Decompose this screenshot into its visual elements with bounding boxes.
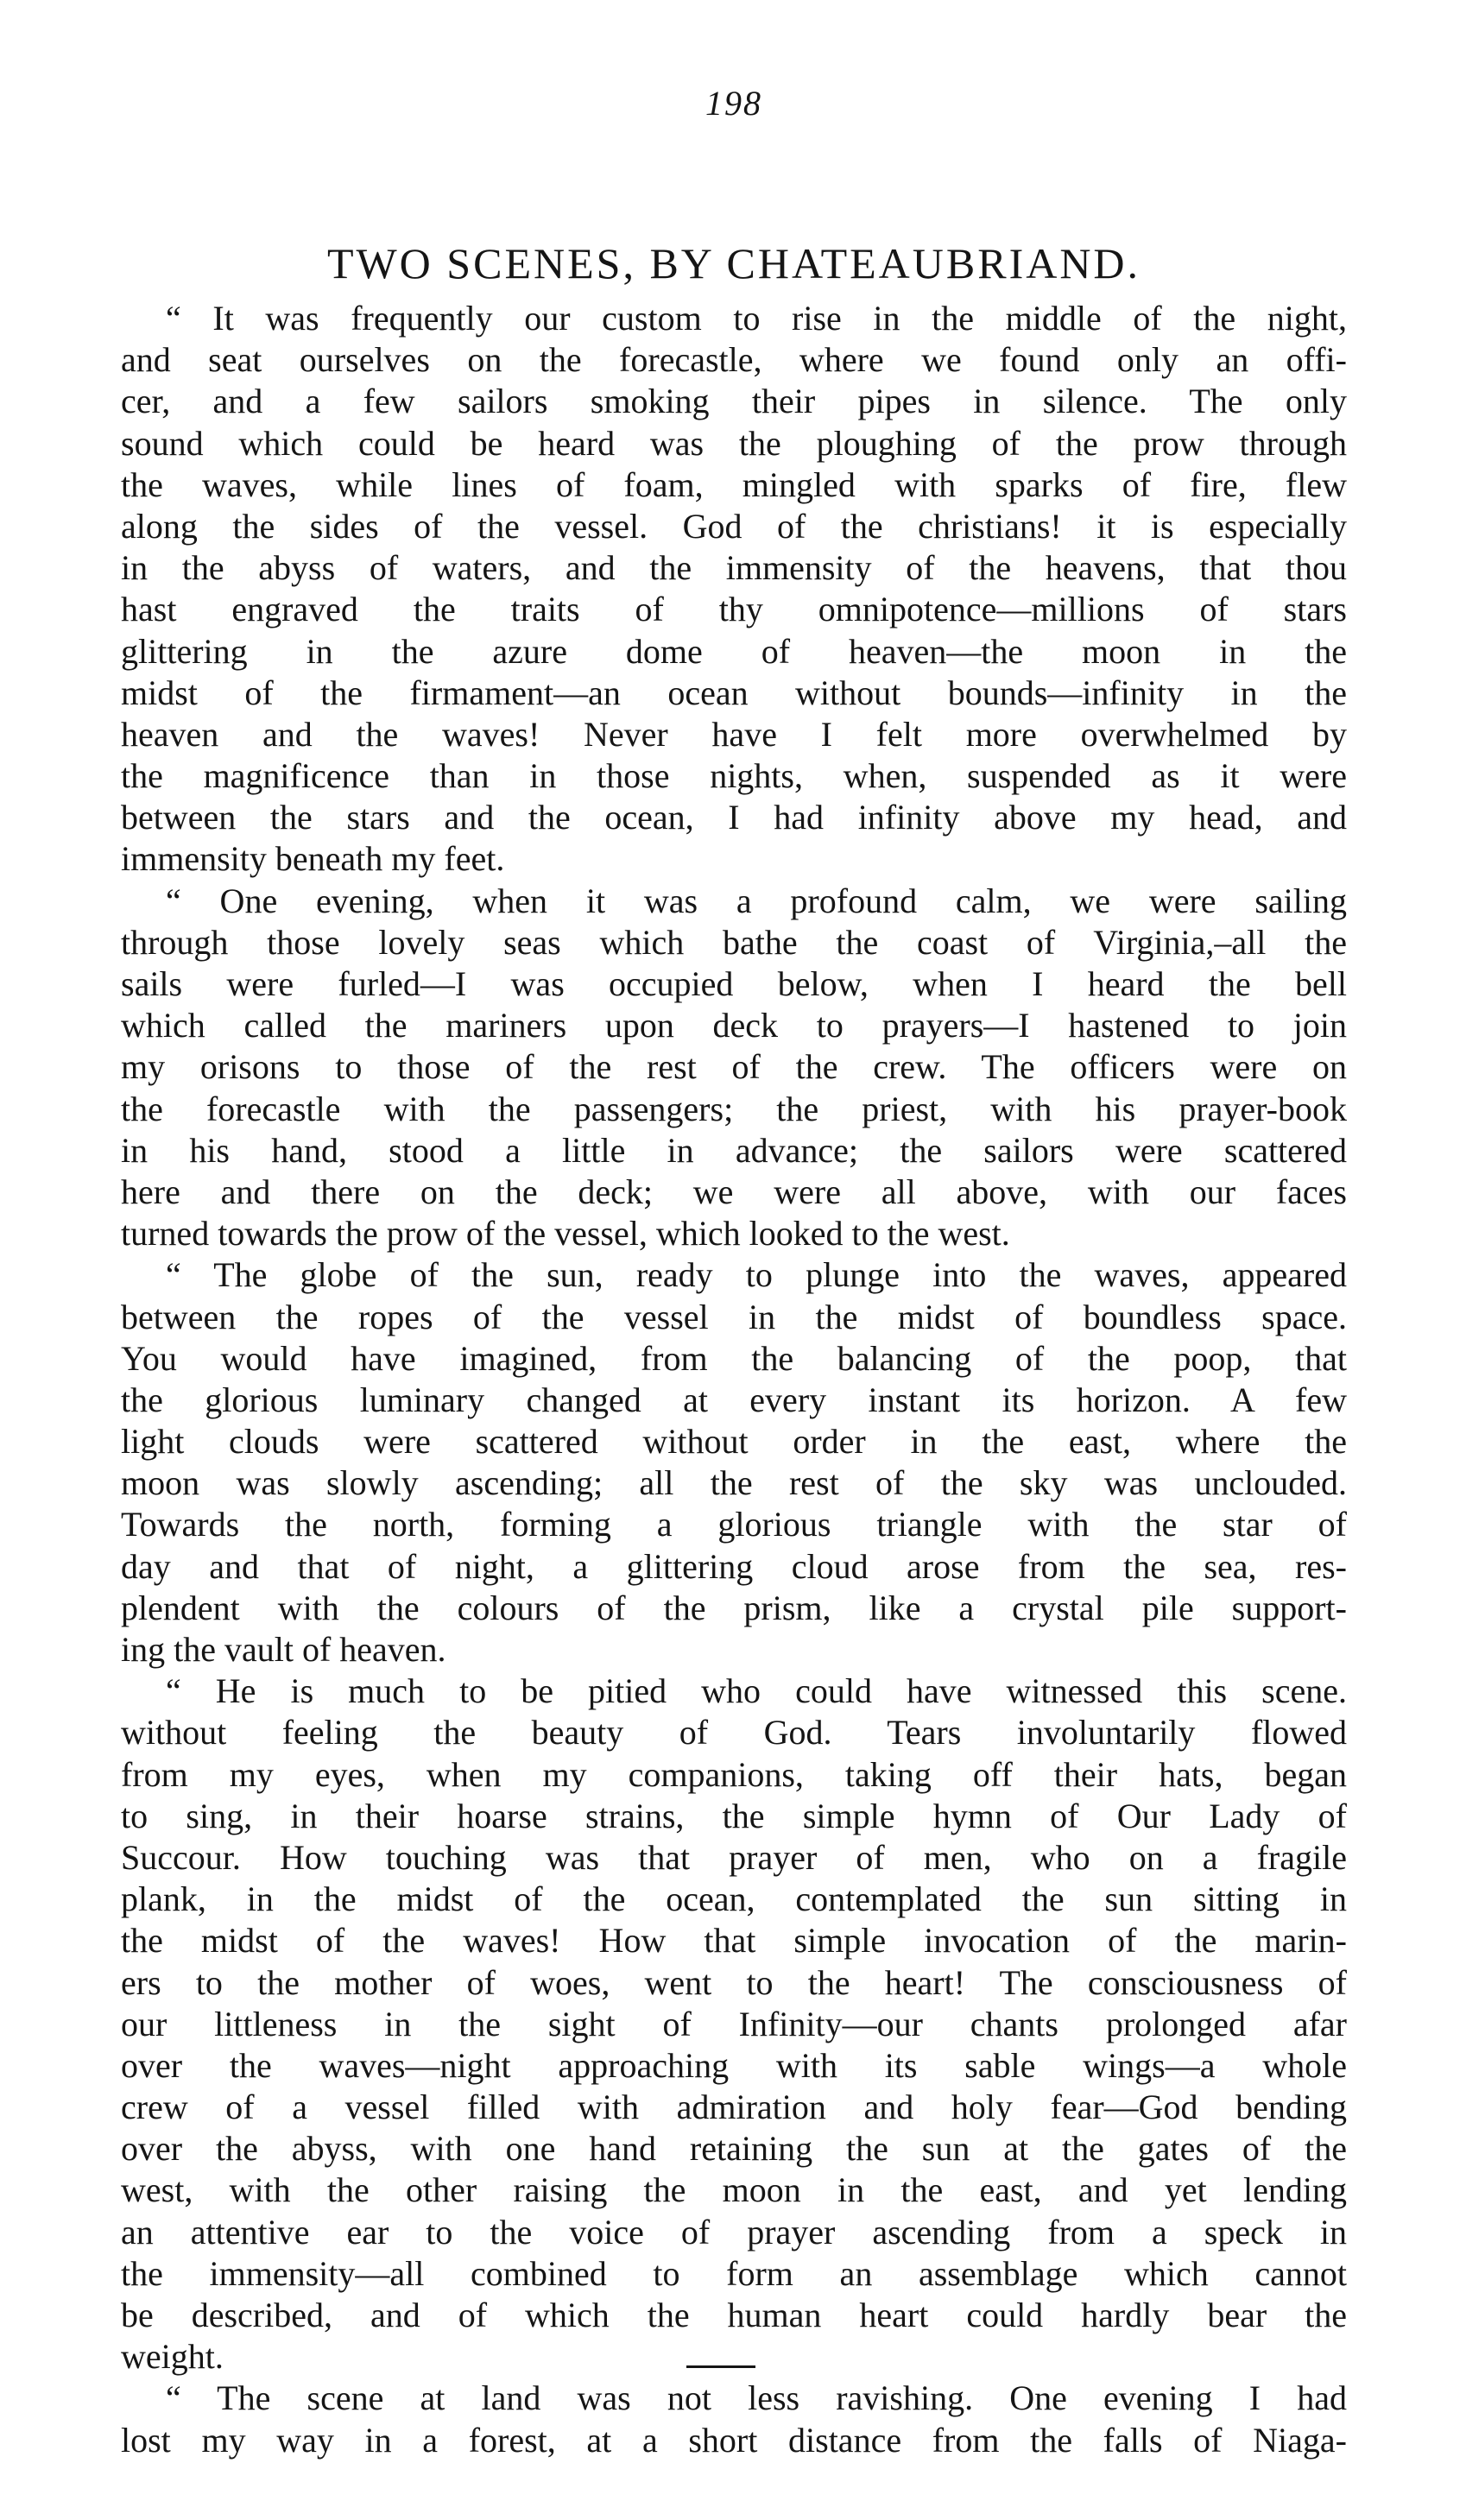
text-line: the forecastle with the passengers; the priest, with his prayer-book — [121, 1089, 1347, 1128]
text-line: over the waves—night approaching with its sable wings—a whole — [121, 2045, 1347, 2085]
paragraph — [121, 1671, 1347, 2378]
page-number: 198 — [705, 84, 762, 123]
text-line: which called the mariners upon deck to prayers—I hastened to join — [121, 1006, 1347, 1045]
paragraph — [121, 1254, 1347, 1671]
text-line: between the stars and the ocean, I had infinity above my head, and — [121, 798, 1347, 837]
text-line: my orisons to those of the rest of the crew. The officers were on — [121, 1047, 1347, 1087]
text-line: ers to the mother of woes, went to the heart! The consciousness of — [121, 1962, 1347, 2002]
text-line: “ He is much to be pitied who could have witnessed this scene. — [166, 1671, 1347, 1711]
text-line: through those lovely seas which bathe the coast of Virginia,–all the — [121, 922, 1347, 962]
text-line: day and that of night, a glittering cloud arose from the sea, res- — [121, 1546, 1347, 1586]
paragraph — [121, 881, 1347, 1255]
text-line: to sing, in their hoarse strains, the simple hymn of Our Lady of — [121, 1796, 1347, 1835]
text-line: hast engraved the traits of thy omnipotence—millions of stars — [121, 590, 1347, 629]
text-line: Towards the north, forming a glorious triangle with the star of — [121, 1505, 1347, 1544]
text-line: in his hand, stood a little in advance; the sailors were scattered — [121, 1130, 1347, 1170]
text-line: without feeling the beauty of God. Tears involuntarily flowed — [121, 1713, 1347, 1753]
text-line: the glorious luminary changed at every instant its horizon. A few — [121, 1380, 1347, 1419]
text-line: plank, in the midst of the ocean, contemplated the sun sitting in — [121, 1879, 1347, 1919]
text-line: Succour. How touching was that prayer of men, who on a fragile — [121, 1837, 1347, 1877]
paragraph — [121, 2378, 1347, 2460]
text-line: immensity beneath my feet. — [121, 839, 505, 879]
text-line: ing the vault of heaven. — [121, 1630, 446, 1669]
text-line: You would have imagined, from the balancing of the poop, that — [121, 1338, 1347, 1378]
text-line: crew of a vessel filled with admiration and holy fear—God bending — [121, 2087, 1347, 2127]
text-line: the waves, while lines of foam, mingled with sparks of fire, flew — [121, 464, 1347, 504]
text-line: “ One evening, when it was a profound calm, we were sailing — [166, 881, 1347, 920]
text-line: turned towards the prow of the vessel, which looked to the west. — [121, 1214, 1010, 1254]
text-line: lost my way in a forest, at a short distance from the falls of Niaga- — [121, 2420, 1347, 2460]
text-line: plendent with the colours of the prism, like a crystal pile support- — [121, 1588, 1347, 1627]
text-line: the magnificence than in those nights, when, suspended as it were — [121, 756, 1347, 796]
text-line: over the abyss, with one hand retaining the sun at the gates of the — [121, 2129, 1347, 2169]
text-line: glittering in the azure dome of heaven—the moon in the — [121, 631, 1347, 671]
body-text — [121, 298, 1347, 2461]
text-line: be described, and of which the human heart could hardly bear the — [121, 2296, 1347, 2334]
document-page — [121, 69, 1347, 2486]
text-line: sound which could be heard was the ploughing of the prow through — [121, 423, 1347, 463]
text-line: west, with the other raising the moon in the east, and yet lending — [121, 2170, 1347, 2210]
paragraph — [121, 298, 1347, 881]
text-line: weight. — [121, 2337, 224, 2377]
text-line: between the ropes of the vessel in the midst of boundless space. — [121, 1297, 1347, 1336]
text-line: along the sides of the vessel. God of the christians! it is especially — [121, 506, 1347, 546]
text-line: moon was slowly ascending; all the rest of the sky was unclouded. — [121, 1463, 1347, 1503]
text-line: our littleness in the sight of Infinity—our chants prolonged afar — [121, 2004, 1347, 2043]
text-line: and seat ourselves on the forecastle, where we found only an offi- — [121, 340, 1347, 380]
text-line: “ The globe of the sun, ready to plunge into the waves, appeared — [166, 1255, 1347, 1295]
separator-row — [121, 2336, 1347, 2378]
text-line: cer, and a few sailors smoking their pipes in silence. The only — [121, 382, 1347, 421]
text-line: in the abyss of waters, and the immensity of the heavens, that thou — [121, 548, 1347, 588]
section-separator — [686, 2365, 755, 2368]
text-line: the midst of the waves! How that simple invocation of the marin- — [121, 1921, 1347, 1961]
text-line: heaven and the waves! Never have I felt more overwhelmed by — [121, 714, 1347, 754]
text-line: from my eyes, when my companions, taking off their hats, began — [121, 1754, 1347, 1794]
text-line: midst of the firmament—an ocean without bounds—infinity in the — [121, 673, 1347, 712]
text-line: “ It was frequently our custom to rise in the middle of the night, — [166, 299, 1347, 338]
text-line: light clouds were scattered without order in the east, where the — [121, 1422, 1347, 1462]
text-line: here and there on the deck; we were all above, with our faces — [121, 1172, 1347, 1211]
text-line: “ The scene at land was not less ravishing. One evening I had — [166, 2378, 1347, 2418]
text-line: an attentive ear to the voice of prayer ascending from a speck in — [121, 2212, 1347, 2252]
text-line: the immensity—all combined to form an assemblage which cannot — [121, 2253, 1347, 2293]
page-title: TWO SCENES, BY CHATEAUBRIAND. — [326, 239, 1141, 287]
text-line: sails were furled—I was occupied below, when I heard the bell — [121, 964, 1347, 1003]
